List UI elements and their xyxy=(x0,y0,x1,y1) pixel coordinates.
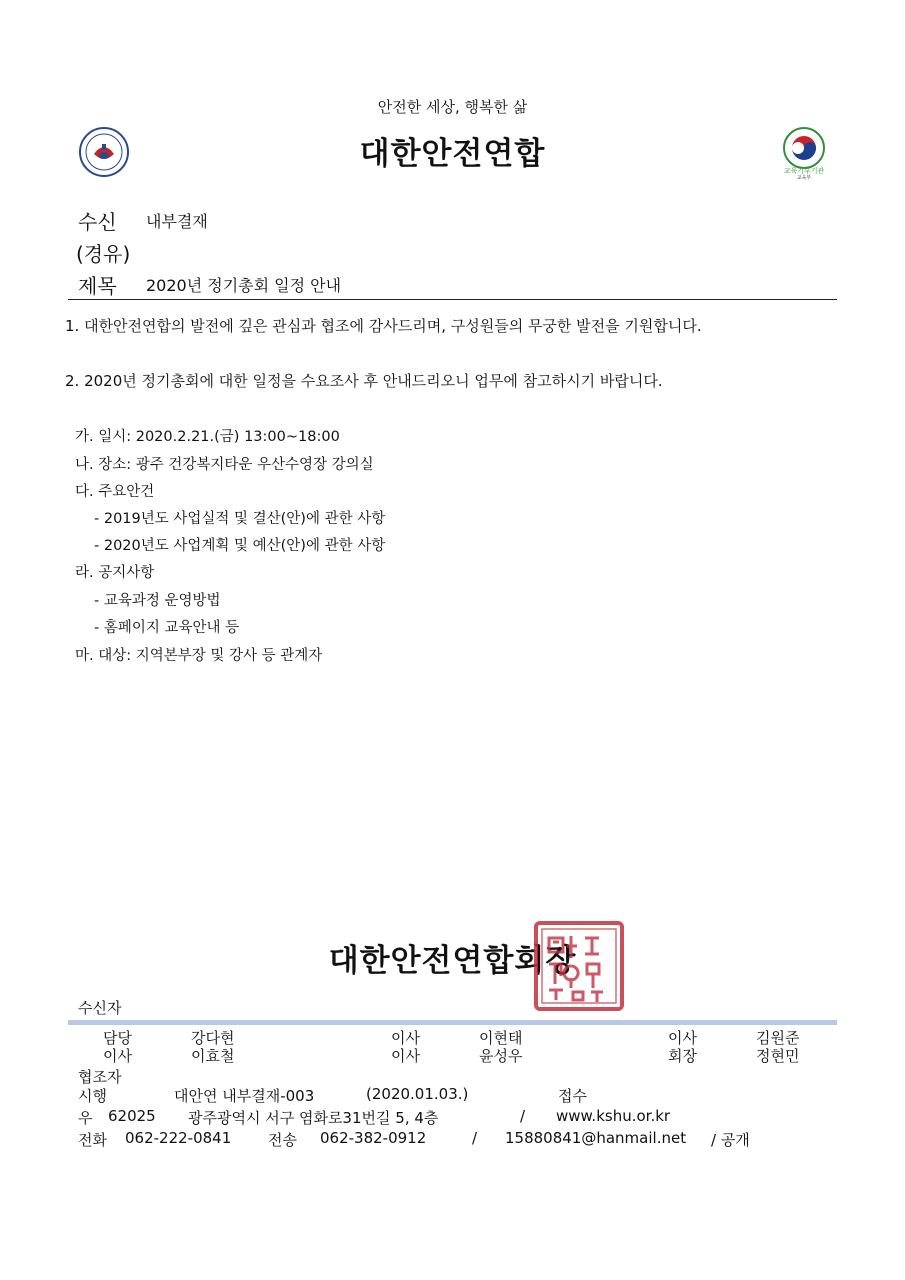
closing-signature: 대한안전연합회장 xyxy=(328,943,577,979)
detail-target: 마. 대상: 지역본부장 및 강사 등 관계자 xyxy=(75,648,323,664)
approval-role: 담당 xyxy=(103,1029,132,1047)
separator: / xyxy=(520,1107,526,1125)
approval-name: 이효철 xyxy=(191,1047,235,1065)
postal-code: 62025 xyxy=(108,1107,156,1125)
cooperator-label: 협조자 xyxy=(78,1068,122,1086)
recipient-label: 수신 xyxy=(78,210,117,234)
approval-role: 이사 xyxy=(391,1047,420,1065)
approval-name: 윤성우 xyxy=(479,1047,523,1065)
address: 광주광역시 서구 염화로31번길 5, 4층 xyxy=(188,1109,439,1127)
approval-role: 이사 xyxy=(391,1029,420,1047)
approval-name: 이현태 xyxy=(479,1029,523,1047)
slogan: 안전한 세상, 행복한 삶 xyxy=(377,98,528,116)
notice-item: - 홈페이지 교육안내 등 xyxy=(94,620,240,636)
footer-divider-bar xyxy=(68,1020,837,1025)
detail-agenda: 다. 주요안건 xyxy=(75,484,155,500)
fax-label: 전송 xyxy=(268,1131,297,1149)
agenda-item: - 2019년도 사업실적 및 결산(안)에 관한 사항 xyxy=(94,511,386,527)
phone-label: 전화 xyxy=(78,1131,107,1149)
separator: / xyxy=(472,1129,478,1147)
approval-name: 강다현 xyxy=(191,1029,235,1047)
postal-label: 우 xyxy=(78,1109,93,1127)
detail-date: 가. 일시: 2020.2.21.(금) 13:00~18:00 xyxy=(75,429,340,445)
via-label: (경유) xyxy=(76,242,131,266)
public-status: / 공개 xyxy=(711,1131,750,1149)
enforce-date: (2020.01.03.) xyxy=(366,1085,469,1103)
logo-text: 교육기부기관 xyxy=(783,167,825,175)
approval-name: 김원준 xyxy=(756,1029,800,1047)
enforce-label: 시행 xyxy=(78,1087,107,1105)
approval-role: 이사 xyxy=(103,1047,132,1065)
recipients-label: 수신자 xyxy=(78,999,122,1017)
approval-role: 회장 xyxy=(668,1047,697,1065)
notice-item: - 교육과정 운영방법 xyxy=(94,593,221,609)
email-link[interactable]: 15880841@hanmail.net xyxy=(505,1129,687,1147)
receipt-label: 접수 xyxy=(558,1087,587,1105)
education-donation-logo xyxy=(776,124,832,180)
official-seal-stamp xyxy=(533,920,625,1012)
approval-name: 정현민 xyxy=(756,1047,800,1065)
website-link[interactable]: www.kshu.or.kr xyxy=(556,1107,671,1125)
organization-title: 대한안전연합 xyxy=(359,136,546,172)
paragraph-1: 1. 대한안전연합의 발전에 깊은 관심과 협조에 감사드리며, 구성원들의 무궁한 발전을 기원합니다. xyxy=(65,317,702,335)
agenda-item: - 2020년도 사업계획 및 예산(안)에 관한 사항 xyxy=(94,538,386,554)
detail-place: 나. 장소: 광주 건강복지타운 우산수영장 강의실 xyxy=(75,457,374,473)
subject-label: 제목 xyxy=(78,274,117,298)
header-divider xyxy=(68,299,837,300)
fax-number: 062-382-0912 xyxy=(320,1129,427,1147)
detail-notice: 라. 공지사항 xyxy=(75,565,155,581)
approval-role: 이사 xyxy=(668,1029,697,1047)
subject-value: 2020년 정기총회 일정 안내 xyxy=(146,276,342,295)
paragraph-2: 2. 2020년 정기총회에 대한 일정을 수요조사 후 안내드리오니 업무에 참고하시기 바랍니다. xyxy=(65,372,663,390)
phone-number: 062-222-0841 xyxy=(125,1129,232,1147)
logo-subtext: 교육부 xyxy=(796,175,812,180)
enforce-number: 대안연 내부결재-003 xyxy=(174,1087,315,1105)
recipient-value: 내부결재 xyxy=(146,212,208,231)
